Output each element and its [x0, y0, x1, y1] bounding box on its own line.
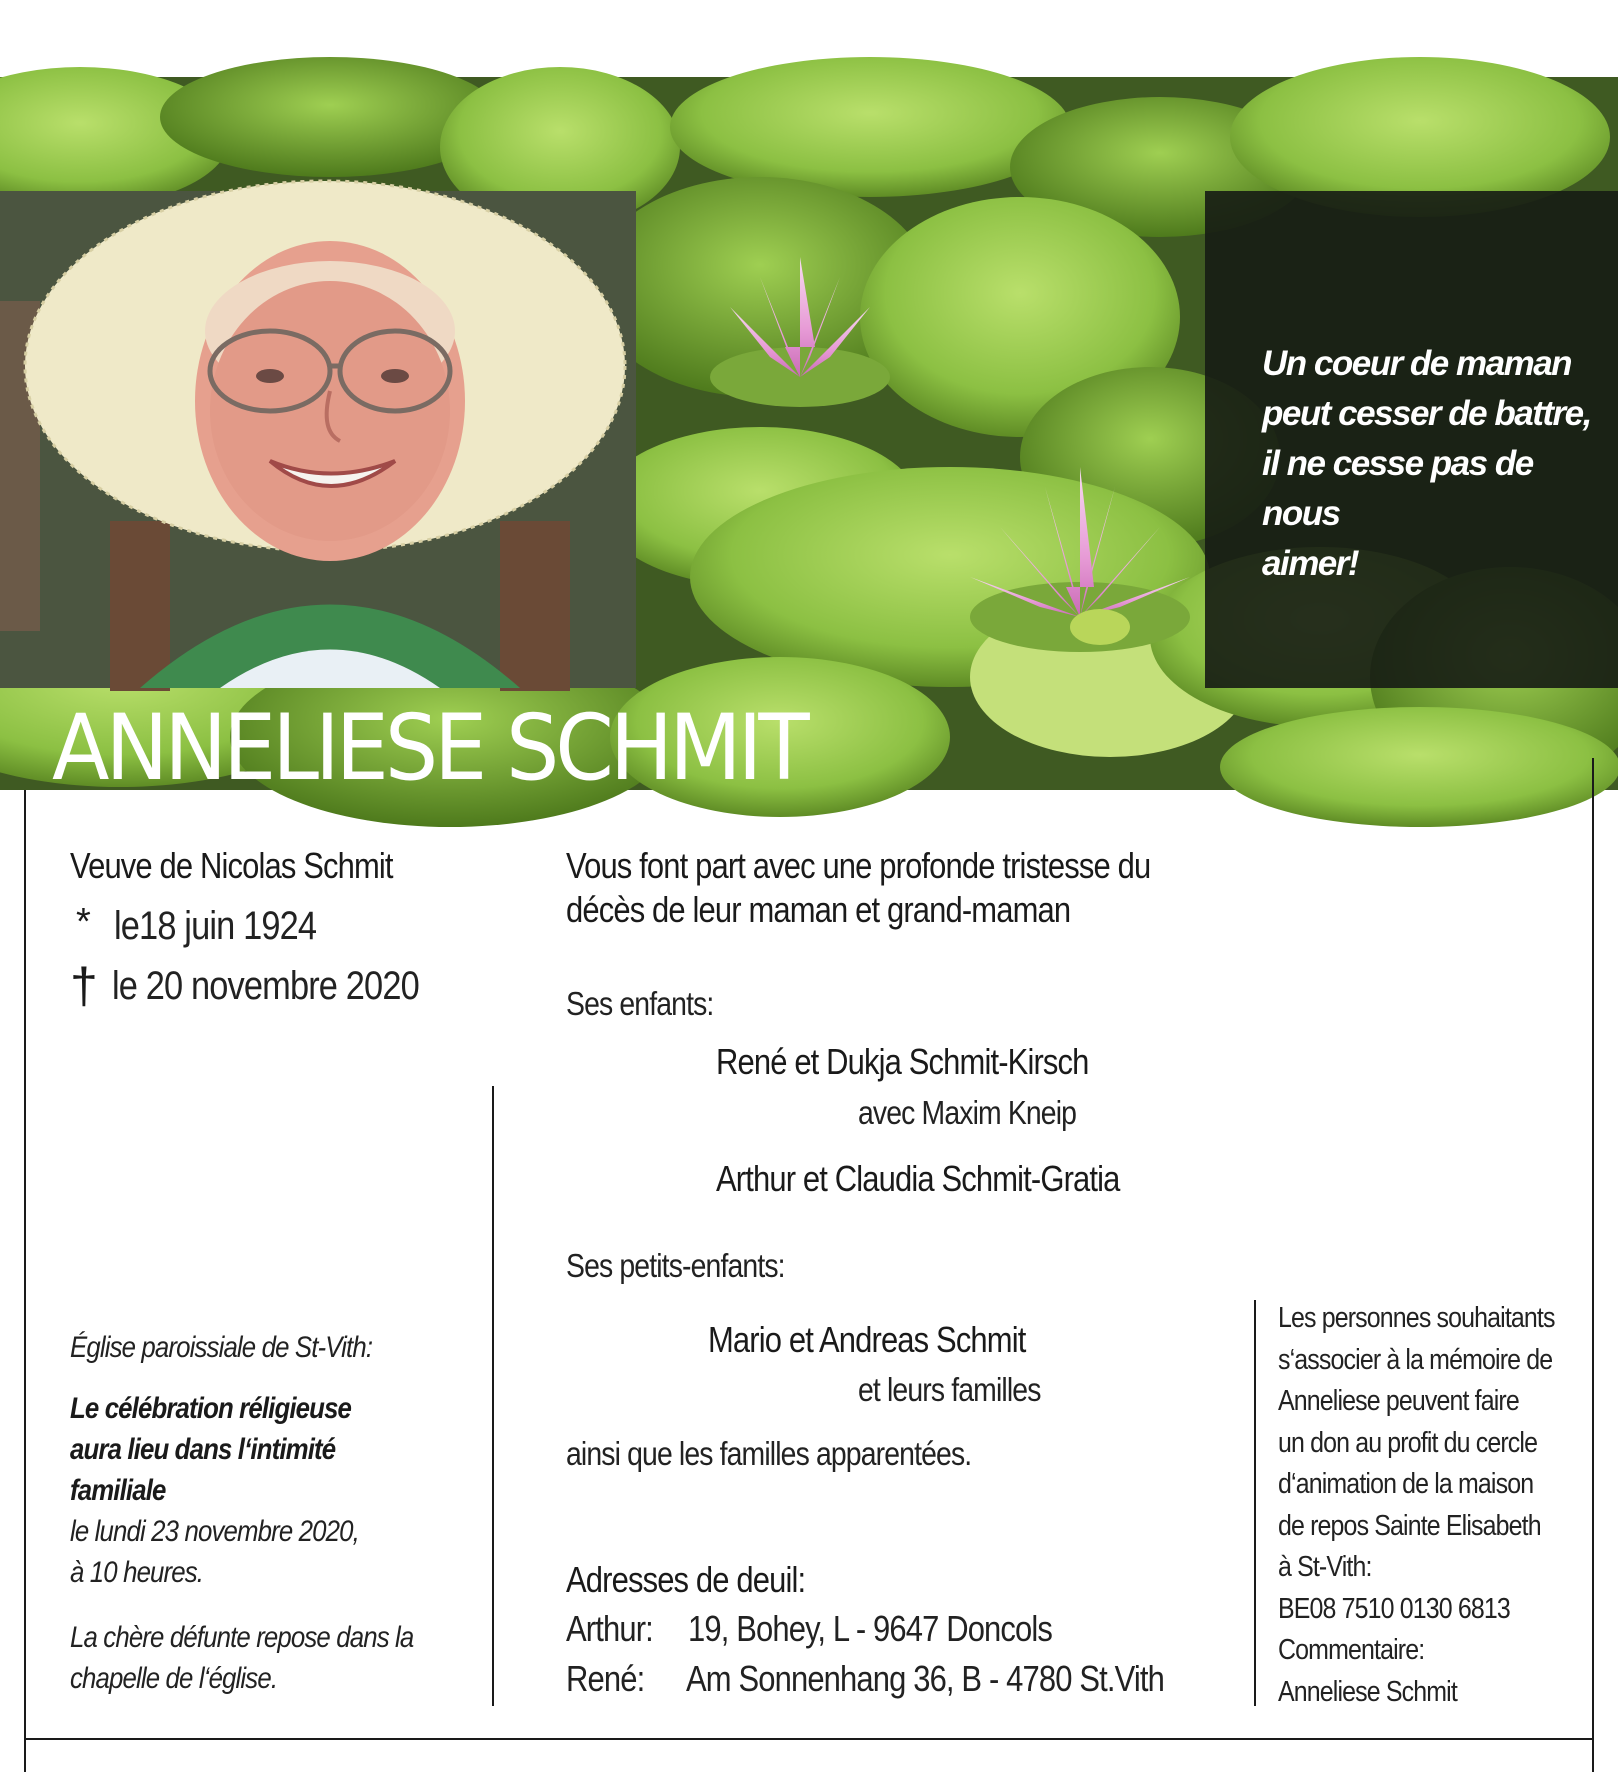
donation-line: Les personnes souhaitants	[1278, 1302, 1555, 1334]
child-2: Arthur et Claudia Schmit-Gratia	[716, 1158, 1120, 1199]
death-cross-icon: †	[70, 958, 98, 1014]
church-name: Église paroissiale de St-Vith:	[70, 1331, 373, 1364]
rest-line: La chère défunte repose dans la	[70, 1621, 414, 1654]
donation-note	[1278, 1298, 1555, 1713]
donation-line: s‘associer à la mémoire de	[1278, 1343, 1553, 1376]
donation-line: de repos Sainte Elisabeth	[1278, 1509, 1541, 1542]
donation-line: Commentaire:	[1278, 1634, 1425, 1666]
birth-star-icon: *	[76, 901, 91, 943]
address-2: Am Sonnenhang 36, B - 4780 St.Vith	[686, 1658, 1164, 1699]
ceremony-line: familiale	[70, 1474, 166, 1507]
children-label: Ses enfants:	[566, 985, 714, 1022]
address-2-name: René:	[566, 1658, 645, 1699]
bank-account-number: BE08 7510 0130 6813	[1278, 1592, 1510, 1625]
column-divider-left	[492, 1086, 494, 1706]
grandchildren-label: Ses petits-enfants:	[566, 1247, 785, 1284]
ceremony-line: Le célébration réligieuse	[70, 1392, 352, 1425]
ceremony-block	[70, 1388, 359, 1593]
bottom-border-line	[24, 1738, 1594, 1740]
announcement-line: Vous font part avec une profonde tristesse du	[566, 845, 1151, 886]
donation-line: d‘animation de la maison	[1278, 1468, 1534, 1500]
memorial-quote: Un coeur de maman peut cesser de battre, il ne cesse pas de nous aimer!	[1262, 344, 1591, 583]
ceremony-date: le lundi 23 novembre 2020,	[70, 1515, 359, 1548]
donation-line: à St-Vith:	[1278, 1551, 1372, 1583]
column-divider-right	[1254, 1300, 1256, 1706]
grandchildren: Mario et Andreas Schmit	[708, 1319, 1026, 1360]
rest-block	[70, 1617, 413, 1699]
announcement-line: décès de leur maman et grand-maman	[566, 889, 1071, 930]
death-date: le 20 novembre 2020	[112, 964, 419, 1008]
addresses-title: Adresses de deuil:	[566, 1559, 806, 1600]
left-border-line	[24, 790, 26, 1772]
ceremony-time: à 10 heures.	[70, 1556, 204, 1589]
child-1-with: avec Maxim Kneip	[858, 1094, 1077, 1131]
address-1-name: Arthur:	[566, 1608, 653, 1649]
donation-line: Anneliese peuvent faire	[1278, 1385, 1519, 1417]
announcement	[566, 844, 1150, 932]
maiden-name: NÉ SPIEGEL	[56, 803, 263, 847]
widow-of: Veuve de Nicolas Schmit	[70, 845, 393, 886]
lily-pond-banner	[0, 77, 1618, 847]
donation-line: un don au profit du cercle	[1278, 1426, 1538, 1459]
donation-line: Anneliese Schmit	[1278, 1675, 1457, 1708]
portrait-photo	[0, 191, 636, 688]
child-1: René et Dukja Schmit-Kirsch	[716, 1041, 1089, 1082]
rest-line: chapelle de l‘église.	[70, 1662, 278, 1695]
grandchildren-with: et leurs familles	[858, 1371, 1041, 1408]
right-border-line	[1592, 758, 1594, 1772]
birth-date: le18 juin 1924	[114, 904, 317, 948]
ceremony-line: aura lieu dans l‘intimité	[70, 1433, 336, 1466]
portrait-image	[0, 191, 636, 688]
relatives: ainsi que les familles apparentées.	[566, 1435, 972, 1472]
deceased-name: ANNELIESE SCHMIT	[52, 694, 806, 801]
address-1: 19, Bohey, L - 9647 Doncols	[688, 1608, 1053, 1649]
